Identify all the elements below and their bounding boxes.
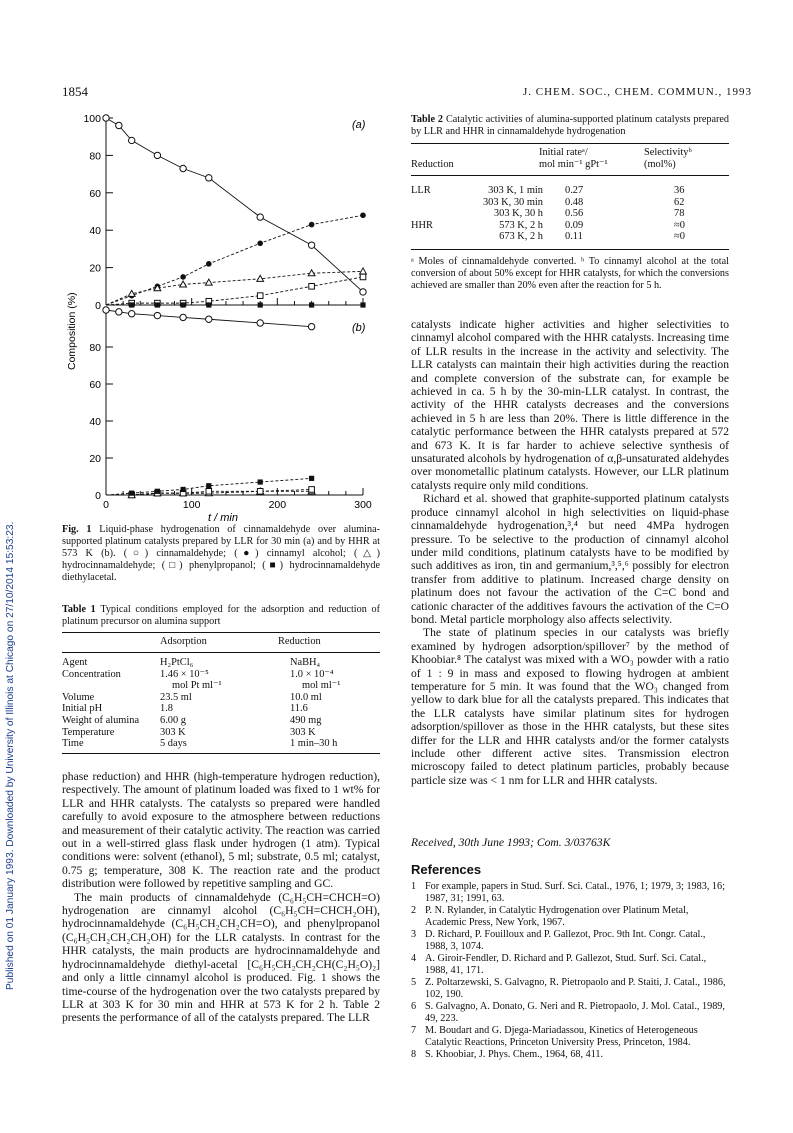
table2-footnote-text: ᵃ Moles of cinnamaldehyde converted. ᵇ To cinnamyl alcohol at the total conversion of about 50% except for HHR catalysts, for which the conversions achieved are smaller than 20% even after the reaction for 5 h.: [411, 256, 729, 291]
table1-header-row: [62, 636, 382, 648]
reference-item: [411, 1049, 729, 1061]
y-tick-label: 20: [89, 262, 101, 275]
y-tick-label: 20: [89, 453, 101, 465]
table2-cell: [411, 208, 443, 220]
table1-row: [62, 657, 406, 669]
table1-row: [62, 692, 406, 704]
table2-cell: 573 K, 2 h: [499, 219, 543, 231]
table1-cell: [62, 680, 160, 692]
table2-row: [411, 231, 758, 243]
table1-cell: NaBH₄: [290, 657, 321, 668]
reference-number: 8: [411, 1049, 417, 1060]
table1-cell: 10.0 ml: [290, 691, 322, 703]
data-point: [360, 274, 366, 280]
reference-number: 4: [411, 953, 417, 964]
table2-row: [411, 185, 758, 197]
reference-text: For example, papers in Stud. Surf. Sci. Catal., 1976, 1; 1979, 3; 1983, 16; 1987, 31; 1991, 63.: [425, 881, 725, 904]
reference-number: 2: [411, 905, 417, 916]
data-point: [360, 268, 367, 274]
references-list: [411, 881, 729, 1061]
table1-cell: Concentration: [62, 668, 121, 680]
reference-text: M. Boudart and G. Djega-Mariadassou, Kinetics of Heterogeneous Catalytic Reactions, Princeton University Press, Princeton, 1984.: [425, 1025, 698, 1048]
data-point: [206, 489, 212, 495]
x-tick-label: 200: [268, 499, 287, 511]
paragraph: phase reduction) and HHR (high-temperature hydrogen reduction), respectively. The amount of platinum loaded was fixed to 1 wt% for LLR and HHR catalysts. The catalysts so prepared were handled carefully to avoid exposure to the atmosphere between reductions and measurement of their catalytic activity. The reaction was carried out in a well-stirred glass flask under hydrogen (1 atm). Typical conditions were: solvent (ethanol), 5 ml; substrate, 0.5 ml; catalyst, 0.75 g; temperature, 308 K. The reaction rate and the product distribution were followed by repetitive sampling and GC.: [62, 770, 380, 891]
reference-text: A. Giroir-Fendler, D. Richard and P. Gallezot, Stud. Surf. Sci. Catal., 1988, 41, 171.: [425, 953, 707, 976]
data-point: [205, 279, 212, 285]
data-point: [360, 212, 366, 218]
table2-cell: 0.56: [565, 208, 584, 220]
reference-item: [411, 905, 729, 929]
page-number: 1854: [62, 84, 88, 99]
table2-bottom-rule: [411, 249, 729, 250]
table2-header-reduction: Reduction: [411, 159, 454, 170]
y-tick-label: 80: [89, 150, 101, 163]
data-point: [308, 323, 314, 329]
paragraph: The main products of cinnamaldehyde (C₆H₅CH=CHCH=O) hydrogenation are cinnamyl alcohol (C₆H₅CH=CHCH₂OH), hydrocinnamaldehyde (C₆H₅CH₂CH₂CH=O), and phenylpropanol (C₆H₅CH₂CH₂CH₂OH) for the LLR catalysts. In contrast for the HHR catalysts, the main products are hydrocinnamaldehyde and hydrocinnamaldehyde diethyl-acetal [C₆H₅CH₂CH₂CH(C₂H₅O)₂] and only a little cinnamyl alcohol is produced. Fig. 1 shows the time-course of the hydrogenation over the two catalysts prepared by LLR at 303 K for 30 min and HHR at 573 K for 2 h. Table 2 presents the performance of all of the catalysts prepared. The LLR: [62, 890, 380, 1025]
x-tick-label: 300: [354, 499, 372, 511]
table1-row: [62, 703, 406, 715]
reference-text: S. Khoobiar, J. Phys. Chem., 1964, 68, 411.: [425, 1049, 604, 1060]
table2-top-rule: [411, 143, 729, 144]
data-point: [129, 302, 134, 307]
table1-cell: Initial pH: [62, 703, 103, 715]
table1-cell: 11.6: [290, 703, 308, 715]
series-line: [106, 215, 363, 305]
data-point: [154, 312, 160, 318]
series-line: [106, 118, 363, 292]
data-point: [180, 165, 186, 171]
reference-number: 6: [411, 1001, 417, 1012]
figure-caption: [62, 524, 380, 584]
provenance-sidebar: [4, 150, 18, 990]
data-point: [116, 309, 122, 315]
journal-title: J. CHEM. SOC., CHEM. COMMUN., 1993: [523, 86, 752, 98]
y-tick-label: 40: [89, 416, 101, 428]
table2-header-selectivity-units: (mol%): [644, 159, 676, 170]
panel-a-label: (a): [352, 119, 366, 131]
table1-cell: 1.46 × 10⁻⁵: [160, 668, 209, 680]
table2-cell: 0.11: [565, 231, 583, 243]
table2-cell: 62: [674, 196, 685, 208]
data-point: [309, 302, 314, 307]
table1-cell: Time: [62, 738, 84, 750]
table1-cell: 6.00 g: [160, 714, 186, 726]
table2-cell: [411, 231, 443, 243]
reference-text: P. N. Rylander, in Catalytic Hydrogenation over Platinum Metal, Academic Press, New York, 1967.: [425, 905, 689, 928]
reference-item: [411, 881, 729, 905]
data-point: [257, 240, 263, 246]
data-point: [154, 152, 160, 158]
table1-row: [62, 727, 406, 739]
table1-header: Reduction: [278, 636, 321, 647]
table2-header-rate-units: mol min⁻¹ gPt⁻¹: [539, 159, 608, 170]
table1-title: [62, 604, 380, 628]
table2-cell: 0.09: [565, 219, 584, 231]
table2-cell: ≈0: [674, 219, 685, 231]
table2-header-selectivity: Selectivityᵇ: [644, 147, 692, 158]
table2-header: [411, 147, 729, 175]
table1-bottom-rule: [62, 753, 380, 754]
table2-cell: 0.27: [565, 185, 584, 196]
table1-cell: 23.5 ml: [160, 691, 192, 703]
table1-cell: mol Pt ml⁻¹: [172, 680, 222, 692]
table2-cell: [411, 197, 443, 209]
table2-cell: 0.48: [565, 196, 584, 208]
reference-number: 1: [411, 881, 417, 892]
reference-item: [411, 953, 729, 977]
data-point: [360, 289, 366, 295]
table1-cell: Volume: [62, 691, 95, 703]
table1-title-text: Typical conditions employed for the adsorption and reduction of platinum precursor on alumina support: [62, 604, 380, 627]
table1-cell: mol ml⁻¹: [302, 680, 341, 692]
data-point: [103, 115, 109, 121]
data-point: [206, 175, 212, 181]
y-tick-label: 80: [89, 342, 101, 354]
data-point: [257, 320, 263, 326]
table1-cell: 1 min–30 h: [290, 738, 338, 750]
data-point: [308, 242, 314, 248]
data-point: [257, 293, 263, 299]
table1-cell: 1.8: [160, 703, 173, 715]
figure-1: [60, 108, 380, 523]
table1-header: Adsorption: [160, 636, 207, 647]
table1-row: [62, 738, 406, 750]
table1: [62, 636, 382, 648]
reference-number: 3: [411, 929, 417, 940]
provenance-text: Published on 01 January 1993. Downloaded by University of Illinois at Chicago on 27/10/2014 15:53:23.: [5, 521, 16, 990]
table1-header-rule: [62, 652, 380, 653]
data-point: [206, 316, 212, 322]
table2-title-text: Catalytic activities of alumina-supported platinum catalysts prepared by LLR and HHR in cinnamaldehyde hydrogenation: [411, 114, 729, 137]
table2-cell: 36: [674, 185, 685, 196]
data-point: [206, 261, 212, 267]
table2-cell: ≈0: [674, 231, 685, 243]
figure-caption-label: Fig. 1: [62, 524, 92, 535]
reference-number: 5: [411, 977, 417, 988]
panel-b-label: (b): [352, 322, 366, 334]
data-point: [181, 487, 186, 492]
table1-cell: H₂PtCl₆: [160, 657, 194, 668]
data-point: [129, 491, 134, 496]
table1-cell: 5 days: [160, 738, 187, 750]
reference-text: Z. Poltarzewski, S. Galvagno, R. Pietropaolo and P. Staiti, J. Catal., 1986, 102, 190.: [425, 977, 726, 1000]
table2-footnote: [411, 256, 729, 292]
table2-cell: LLR: [411, 185, 431, 196]
data-point: [129, 137, 135, 143]
table1-title-label: Table 1: [62, 604, 96, 615]
y-tick-label: 100: [83, 113, 101, 125]
x-axis-label: t / min: [208, 512, 238, 523]
table1-cell: Temperature: [62, 726, 115, 738]
data-point: [155, 489, 160, 494]
data-point: [206, 483, 211, 488]
table2-cell: HHR: [411, 219, 433, 231]
table2-body: [411, 185, 758, 243]
y-tick-label: 40: [89, 225, 101, 238]
table2-cell: 303 K, 30 min: [482, 196, 543, 208]
x-tick-label: 0: [103, 499, 109, 511]
data-point: [206, 302, 211, 307]
table2-row: [411, 208, 758, 220]
x-tick-label: 100: [182, 499, 201, 511]
table1-row: [62, 715, 406, 727]
paragraph: catalysts indicate higher activities and higher selectivities to cinnamyl alcohol compared with the HHR catalysts. Increasing time of LLR results in the increase in the activity and selectivity. The LLR catalysts can maintain their high activities during the reaction and complete conversion of the substrate can, for example be achieved in ca. 5 h by the 30-min-LLR catalyst. In contrast, the activity of the HHR catalysts decreases and the conversions achieved in 5 h are less than 20%. There is little difference in the catalytic performance between the HHR catalysts prepared at 572 and 673 K. It is far harder to achieve selective synthesis of unsaturated alcohols by hydrogenation of α,β-unsaturated aldehydes over monometallic platinum catalysts. However, our LLR platinum catalysts require only mild conditions.: [411, 318, 729, 492]
data-point: [360, 302, 365, 307]
received-line: Received, 30th June 1993; Com. 3/03763K: [411, 836, 611, 849]
references-heading: References: [411, 862, 482, 877]
table1-row: [62, 669, 406, 681]
table1-cell: Agent: [62, 657, 88, 668]
data-point: [257, 489, 263, 495]
reference-text: S. Galvagno, A. Donato, G. Neri and R. Pietropaolo, J. Mol. Catal., 1989, 49, 223.: [425, 1001, 725, 1024]
table1-top-rule: [62, 632, 380, 633]
table1-body: [62, 657, 406, 750]
table2-header-rate: Initial rateᵃ/: [539, 147, 588, 158]
left-column-text: [62, 770, 380, 1025]
table1-cell: Weight of alumina: [62, 714, 140, 726]
data-point: [258, 302, 263, 307]
table2-title-label: Table 2: [411, 114, 444, 125]
y-axis-label: Composition (%): [66, 292, 78, 370]
table2-title: [411, 114, 729, 138]
data-point: [257, 214, 263, 220]
y-tick-label: 0: [95, 300, 101, 312]
reference-item: [411, 929, 729, 953]
table1-cell: 490 mg: [290, 714, 322, 726]
data-point: [258, 479, 263, 484]
paragraph: Richard et al. showed that graphite-supported platinum catalysts produce cinnamyl alcohol in high selectivities on liquid-phase cinnamaldehyde hydrogenation,³,⁴ but need 4MPa hydrogen pressure. To be selective to the production of cinnamyl alcohol under mild conditions, platinum catalysts have to be modified by such additives as iron, tin and germanium,³,⁵,⁶ possibly for electron transfer from additive to platinum. Increased charge density on platinum does not favour the activation of the C=C bond and cationic character of the additives favours the activation of the C=O bond. Metal particle morphology also affects selectivity.: [411, 492, 729, 626]
reference-item: [411, 1001, 729, 1025]
data-point: [129, 311, 135, 317]
table2-header-rule: [411, 175, 729, 176]
reference-text: D. Richard, P. Fouilloux and P. Gallezot, Proc. 9th Int. Congr. Catal., 1988, 3, 1074.: [425, 929, 706, 952]
table1-cell: 1.0 × 10⁻⁴: [290, 668, 334, 680]
reference-item: [411, 977, 729, 1001]
data-point: [155, 302, 160, 307]
data-point: [180, 314, 186, 320]
table2-row: [411, 220, 758, 232]
data-point: [116, 122, 122, 128]
data-point: [181, 302, 186, 307]
data-point: [309, 284, 315, 290]
reference-number: 7: [411, 1025, 417, 1036]
reference-item: [411, 1025, 729, 1049]
table2-cell: 78: [674, 208, 685, 220]
y-tick-label: 0: [95, 490, 101, 502]
y-tick-label: 60: [89, 379, 101, 391]
series-line: [106, 271, 363, 305]
data-point: [309, 476, 314, 481]
y-tick-label: 60: [89, 187, 101, 200]
data-point: [180, 274, 186, 280]
figure-caption-text: Liquid-phase hydrogenation of cinnamaldehyde over alumina-supported platinum catalysts prepared by LLR for 30 min (a) and by HHR at 573 K (b). (○) cinnamaldehyde; (●) cinnamyl alcohol; (△) hydrocinnamaldehyde; (□) phenylpropanol; (■) hydrocinnamaldehyde diethylacetal.: [62, 524, 381, 583]
data-point: [309, 222, 315, 228]
table2-cell: 303 K, 1 min: [488, 185, 543, 196]
table1-row: [62, 680, 406, 692]
table1-cell: 303 K: [290, 726, 316, 738]
table1-cell: 303 K: [160, 726, 186, 738]
paragraph: The state of platinum species in our catalysts was briefly examined by hydrogen adsorption/spillover⁷ by the method of Khoobiar.⁸ The catalyst was mixed with a WO₃ powder with a ratio of 1 : 9 in mass and exposed to flowing hydrogen at ambient temperature for 5 min. It was found that the WO₃ changed from yellow to dark blue for all the catalysts prepared. This indicates that the LLR catalysts have similar platinum sites for hydrogen adsorption/spillover as those in the HHR catalysts, but these sites differ for the LLR and HHR catalysts and/or the former catalysts include other different active sites. Transmission electron microscopy failed to detect platinum particles, probably because particle size was < 1 nm for LLR and HHR catalysts.: [411, 626, 729, 787]
table2-cell: 673 K, 2 h: [499, 231, 543, 243]
table2-cell: 303 K, 30 h: [493, 208, 543, 220]
table2-row: [411, 197, 758, 209]
data-point: [103, 307, 109, 313]
data-point: [309, 487, 315, 493]
right-column-text: [411, 318, 729, 787]
